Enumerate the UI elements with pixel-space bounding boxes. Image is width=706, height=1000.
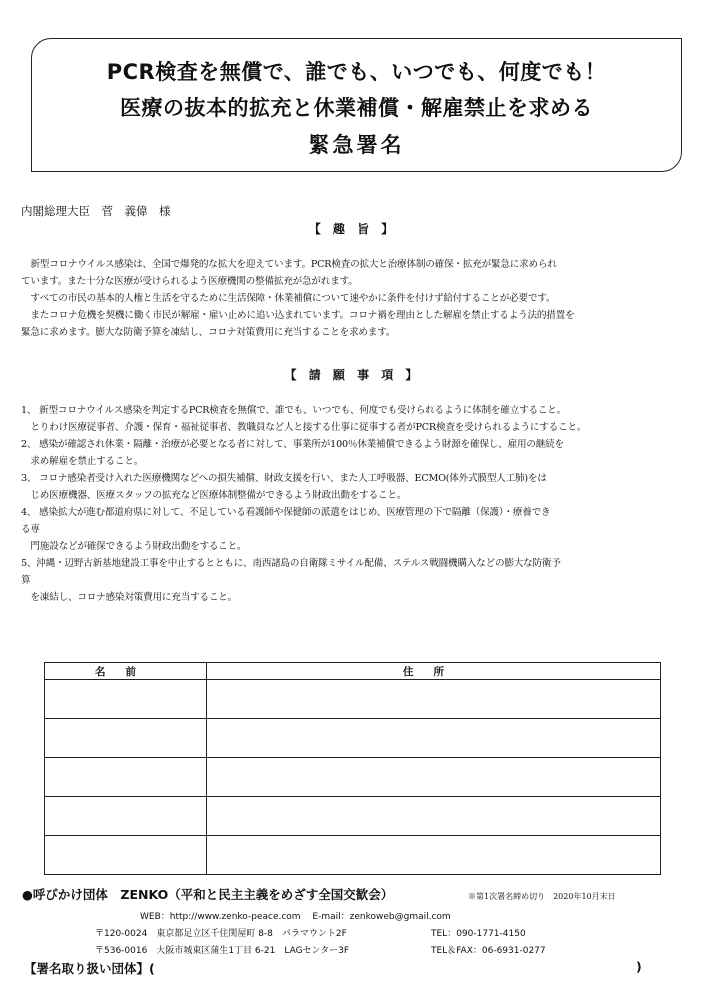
handling-organization-close: )	[636, 959, 642, 974]
petition-line: 3、 コロナ感染者受け入れた医療機関などへの損失補償、財政支援を行い、また人工呼吸器、ECMO(体外式膜型人工肺)をは	[21, 473, 547, 484]
table-row	[45, 680, 661, 719]
table-row	[45, 719, 661, 758]
title-box	[31, 38, 682, 172]
tokyo-address: 〒120-0024 東京都足立区千住関屋町 8-8 パラマウント2F	[95, 929, 347, 939]
signature-table-header	[45, 663, 661, 680]
petition-line: 門施設などが確保できるよう財政出動をすること。	[21, 541, 247, 552]
purpose-text	[21, 256, 701, 341]
address-cell[interactable]	[207, 719, 661, 758]
name-column-header: 名前	[45, 663, 207, 680]
table-row	[45, 797, 661, 836]
handling-organization-label: 【署名取り扱い団体】(	[24, 961, 155, 976]
name-cell[interactable]	[45, 797, 207, 836]
purpose-line: またコロナ危機を契機に働く市民が解雇・雇い止めに追い込まれています。コロナ禍を理由とした解雇を禁止するよう法的措置を	[21, 310, 575, 321]
petition-line: を凍結し、コロナ感染対策費用に充当すること。	[21, 592, 238, 603]
name-cell[interactable]	[45, 836, 207, 875]
petition-line: とりわけ医療従事者、介護・保育・福祉従事者、教職員など人と接する仕事に従事する者がPCR検査を受けられるようにすること。	[21, 422, 587, 433]
table-row	[45, 836, 661, 875]
petition-line: 2、 感染が確認され休業・隔離・治療が必要となる者に対して、事業所が100％休業補償できるよう財源を確保し、雇用の継続を	[21, 439, 564, 450]
address-cell[interactable]	[207, 797, 661, 836]
address-column-header: 住所	[207, 663, 661, 680]
purpose-line: すべての市民の基本的人権と生活を守るために生活保障・休業補償について速やかに条件を付けず給付することが必要です。	[21, 293, 556, 304]
purpose-line: 緊急に求めます。膨大な防衛予算を凍結し、コロナ対策費用に充当することを求めます。	[21, 327, 396, 338]
title-line-3: 緊急署名	[308, 133, 405, 157]
tokyo-phone: TEL：090-1771-4150	[431, 929, 526, 939]
name-cell[interactable]	[45, 758, 207, 797]
petition-line: る専	[21, 524, 40, 535]
organizer-web-email: WEB：http://www.zenko-peace.com E-mail：zenkoweb@gmail.com	[140, 912, 451, 922]
petition-line: 求め解雇を禁止すること。	[21, 456, 144, 467]
petition-line: 5、沖縄・辺野古新基地建設工事を中止するとともに、南西諸島の自衛隊ミサイル配備、ステルス戦闘機購入などの膨大な防衛予	[21, 558, 561, 569]
signature-deadline: ※第1次署名締め切り 2020年10月末日	[468, 892, 616, 901]
title-line-2: 医療の抜本的拡充と休業補償・解雇禁止を求める	[120, 96, 593, 120]
petition-line: 4、 感染拡大が進む都道府県に対して、不足している看護師や保健師の派遣をはじめ、医療管理の下で隔離（保護）・療養でき	[21, 507, 551, 518]
name-cell[interactable]	[45, 680, 207, 719]
petition-line: 1、 新型コロナウイルス感染を判定するPCR検査を無償で、誰でも、いつでも、何度でも受けられるように体制を確立すること。	[21, 405, 567, 416]
petition-heading: 【 請 願 事 項 】	[284, 368, 422, 382]
title-line-1: PCR検査を無償で、誰でも、いつでも、何度でも！	[106, 60, 607, 84]
petition-line: 算	[21, 575, 31, 586]
petition-items	[21, 402, 706, 606]
petition-line: じめ医療機器、医療スタッフの拡充など医療体制整備ができるよう財政出動をすること。	[21, 490, 407, 501]
purpose-line: 新型コロナウイルス感染は、全国で爆発的な拡大を迎えています。PCR検査の拡大と治療体制の確保・拡充が緊急に求められ	[21, 259, 557, 270]
organizer-name: ●呼びかけ団体 ZENKO（平和と民主主義をめざす全国交歓会）	[22, 887, 394, 902]
name-cell[interactable]	[45, 719, 207, 758]
address-cell[interactable]	[207, 836, 661, 875]
osaka-address: 〒536-0016 大阪市城東区蒲生1丁目 6-21 LAGセンター3F	[95, 946, 350, 956]
addressee: 内閣総理大臣 菅 義偉 様	[21, 204, 171, 218]
address-cell[interactable]	[207, 758, 661, 797]
signature-table	[44, 662, 661, 875]
osaka-phone-fax: TEL＆FAX：06-6931-0277	[431, 946, 546, 956]
purpose-heading: 【 趣 旨 】	[308, 222, 398, 236]
table-row	[45, 758, 661, 797]
address-cell[interactable]	[207, 680, 661, 719]
purpose-line: ています。また十分な医療が受けられるよう医療機関の整備拡充が急がれます。	[21, 276, 358, 287]
